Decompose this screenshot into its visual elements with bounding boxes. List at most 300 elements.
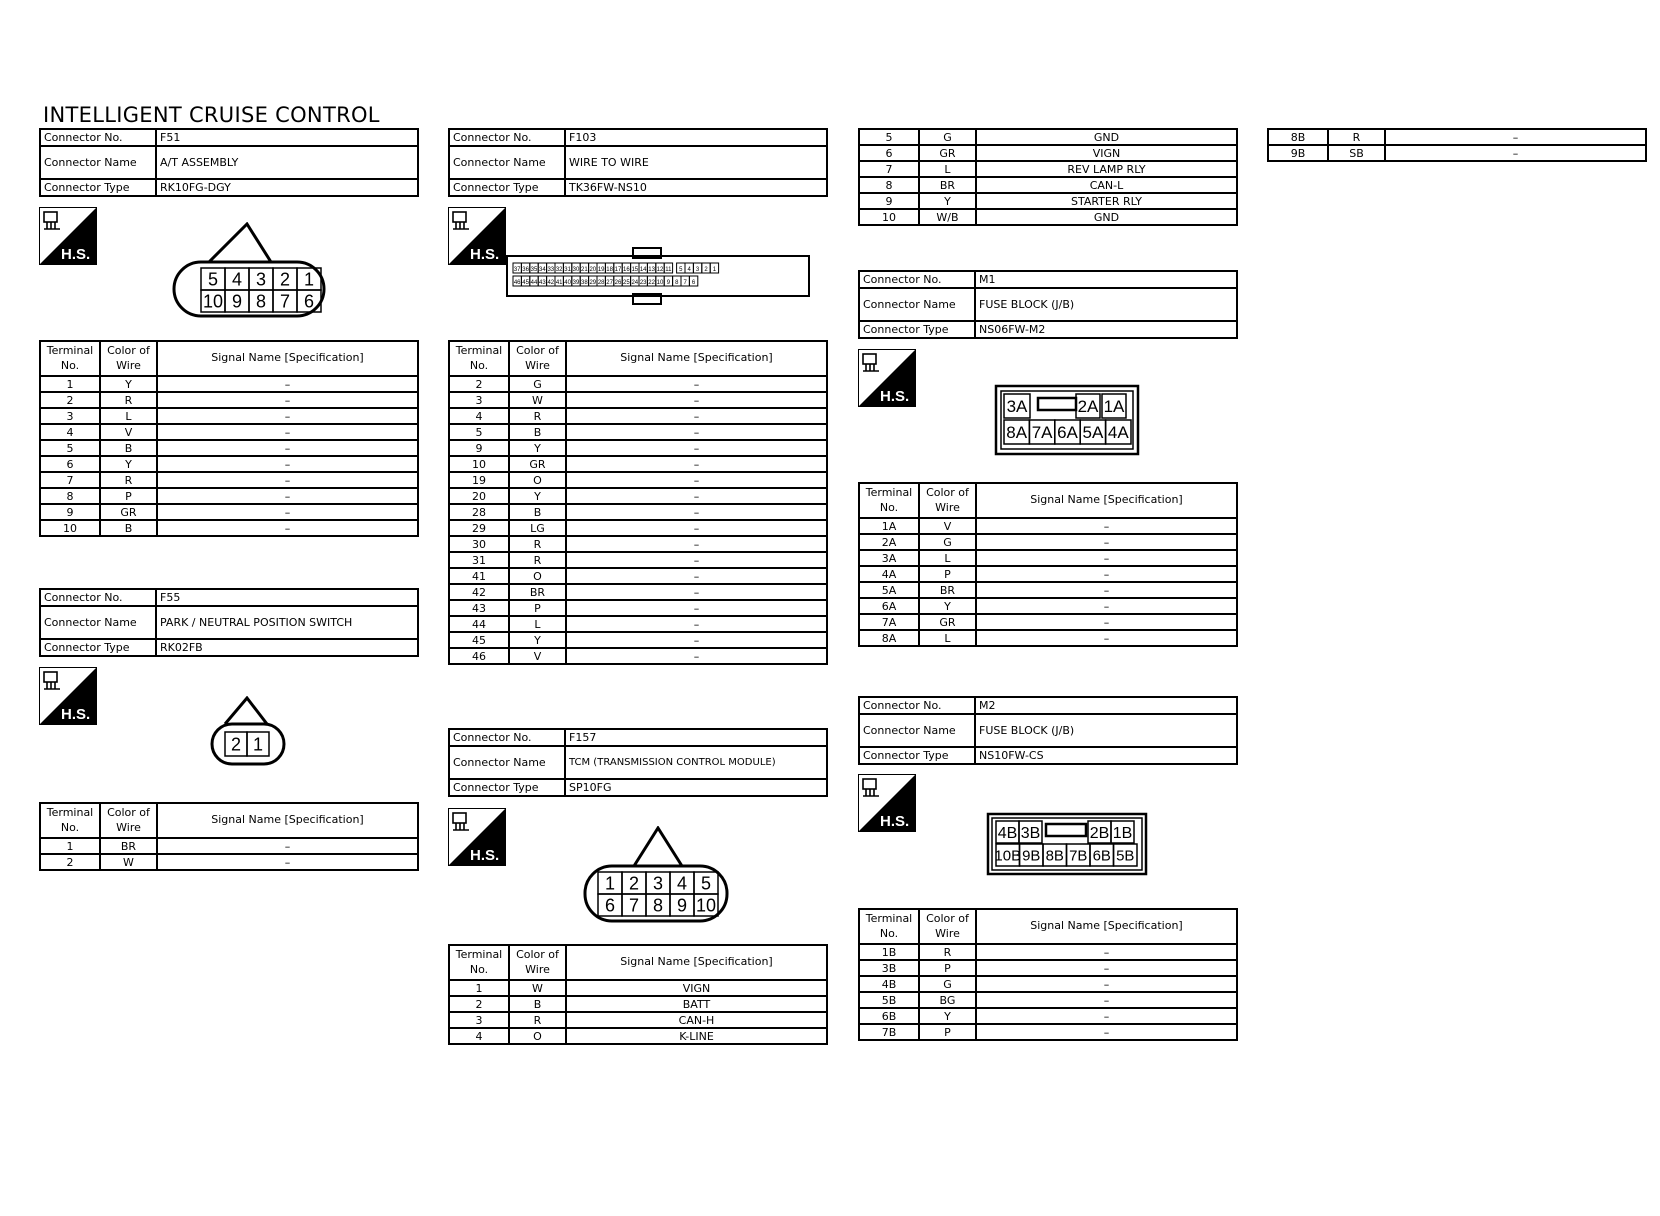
table-row (449, 440, 827, 456)
table-row (40, 854, 418, 870)
table-row (859, 161, 1237, 177)
signal-name-cell: – (976, 976, 1237, 992)
wire-color-cell: L (919, 550, 976, 566)
terminal-no-cell: 5 (449, 424, 509, 440)
connector-name-value: WIRE TO WIRE (565, 146, 827, 179)
header-terminal-no: Terminal No. (40, 341, 100, 376)
table-row (449, 520, 827, 536)
terminal-no-cell: 6A (859, 598, 919, 614)
label-connector-name: Connector Name (40, 146, 156, 179)
label-connector-no: Connector No. (40, 129, 156, 146)
table-row (449, 568, 827, 584)
terminal-no-cell: 10 (40, 520, 100, 536)
signal-name-cell: – (566, 600, 827, 616)
header-color-of-wire: Color of Wire (100, 341, 157, 376)
wire-color-cell: GR (509, 456, 566, 472)
signal-name-cell: VIGN (566, 980, 827, 996)
terminal-no-cell: 5 (859, 129, 919, 145)
terminal-cavity-label: 4 (687, 267, 691, 273)
terminal-no-cell: 1A (859, 518, 919, 534)
terminal-table-f157 (448, 944, 828, 1045)
terminal-cavity-label: 31 (564, 267, 571, 273)
wire-color-cell: P (919, 960, 976, 976)
terminal-no-cell: 7 (859, 161, 919, 177)
wire-color-cell: O (509, 1028, 566, 1044)
signal-name-cell: – (976, 582, 1237, 598)
terminal-table-header (449, 945, 827, 980)
table-row (449, 996, 827, 1012)
terminal-no-cell: 4A (859, 566, 919, 582)
connector-face-f55 (209, 696, 289, 768)
terminal-no-cell: 1 (40, 376, 100, 392)
label-connector-name: Connector Name (449, 746, 565, 779)
header-terminal-no: Terminal No. (449, 945, 509, 980)
signal-name-cell: – (976, 614, 1237, 630)
terminal-cavity-label: 7A (1031, 423, 1053, 443)
terminal-cavity-label: 11 (665, 267, 672, 273)
terminal-cavity-label: 23 (639, 280, 647, 286)
terminal-cavity-label: 35 (530, 267, 538, 273)
signal-name-cell: – (157, 440, 418, 456)
wire-color-cell: BR (919, 177, 976, 193)
wire-color-cell: B (509, 504, 566, 520)
connector-name-value: TCM (TRANSMISSION CONTROL MODULE) (565, 746, 827, 779)
signal-name-cell: – (566, 648, 827, 664)
table-row (449, 552, 827, 568)
terminal-table-f103 (448, 340, 828, 665)
terminal-table-f157-continued (858, 128, 1238, 226)
terminal-cavity-label: 10 (656, 280, 664, 286)
table-row (859, 1024, 1237, 1040)
terminal-no-cell: 5A (859, 582, 919, 598)
table-row (859, 976, 1237, 992)
terminal-no-cell: 3A (859, 550, 919, 566)
signal-name-cell: – (566, 376, 827, 392)
terminal-table-f55 (39, 802, 419, 871)
terminal-cavity-label: 8 (255, 291, 267, 312)
wire-color-cell: B (100, 520, 157, 536)
terminal-no-cell: 2 (449, 376, 509, 392)
table-row (449, 616, 827, 632)
wire-color-cell: P (509, 600, 566, 616)
terminal-cavity-label: 6B (1092, 847, 1111, 865)
table-row (449, 424, 827, 440)
terminal-cavity-label: 44 (530, 280, 538, 286)
connector-no-value: M1 (975, 271, 1237, 288)
connector-info-f103 (448, 128, 828, 197)
signal-name-cell: – (976, 518, 1237, 534)
terminal-no-cell: 8 (859, 177, 919, 193)
signal-name-cell: – (157, 838, 418, 854)
table-row (1268, 129, 1646, 145)
terminal-cavity-label: 2 (704, 267, 708, 273)
label-connector-name: Connector Name (859, 288, 975, 321)
wire-color-cell: L (100, 408, 157, 424)
table-row (449, 536, 827, 552)
signal-name-cell: GND (976, 209, 1237, 225)
connector-name-value: FUSE BLOCK (J/B) (975, 714, 1237, 747)
wire-color-cell: O (509, 472, 566, 488)
table-row (40, 408, 418, 424)
terminal-cavity-label: 6A (1057, 423, 1078, 443)
terminal-cavity-label: 9 (231, 291, 243, 312)
terminal-no-cell: 2A (859, 534, 919, 550)
terminal-cavity-label: 17 (614, 267, 622, 273)
signal-name-cell: – (976, 630, 1237, 646)
wire-color-cell: BR (919, 582, 976, 598)
terminal-cavity-label: 2 (230, 734, 242, 755)
terminal-no-cell: 5B (859, 992, 919, 1008)
page-title: INTELLIGENT CRUISE CONTROL (43, 103, 380, 127)
terminal-table-m1 (858, 482, 1238, 647)
terminal-cavity-label: 8A (1006, 423, 1028, 443)
terminal-cavity-label: 1B (1112, 825, 1133, 842)
terminal-cavity-label: 45 (522, 280, 529, 286)
table-row (449, 408, 827, 424)
table-row (40, 424, 418, 440)
table-row (449, 648, 827, 664)
wire-color-cell: BG (919, 992, 976, 1008)
wire-color-cell: GR (919, 614, 976, 630)
terminal-cavity-label: 1 (252, 734, 264, 755)
table-row (449, 1012, 827, 1028)
terminal-cavity-label: 9 (666, 280, 671, 286)
terminal-cavity-label: 27 (606, 280, 613, 286)
terminal-no-cell: 8 (40, 488, 100, 504)
header-signal-name: Signal Name [Specification] (157, 803, 418, 838)
terminal-no-cell: 41 (449, 568, 509, 584)
terminal-cavity-label: 5B (1116, 847, 1135, 865)
terminal-cavity-label: 25 (623, 280, 630, 286)
connector-info-f51 (39, 128, 419, 197)
terminal-cavity-label: 8 (652, 895, 664, 916)
header-signal-name: Signal Name [Specification] (976, 909, 1237, 944)
table-row (449, 584, 827, 600)
table-row (859, 566, 1237, 582)
wire-color-cell: R (509, 536, 566, 552)
connector-face-f157 (582, 826, 730, 924)
terminal-cavity-label: 4A (1107, 423, 1129, 443)
terminal-no-cell: 6 (40, 456, 100, 472)
signal-name-cell: – (566, 552, 827, 568)
signal-name-cell: REV LAMP RLY (976, 161, 1237, 177)
connector-type-value: RK10FG-DGY (156, 179, 418, 196)
connector-info-f157 (448, 728, 828, 797)
terminal-cavity-label: 34 (539, 267, 546, 273)
terminal-cavity-label: 4B (997, 825, 1018, 842)
wire-color-cell: Y (100, 376, 157, 392)
label-connector-name: Connector Name (859, 714, 975, 747)
terminal-cavity-label: 2 (628, 873, 640, 894)
terminal-cavity-label: 42 (547, 280, 555, 286)
connector-no-value: F55 (156, 589, 418, 606)
wire-color-cell: SB (1328, 145, 1385, 161)
header-color-of-wire: Color of Wire (509, 945, 566, 980)
connector-type-value: NS06FW-M2 (975, 321, 1237, 338)
signal-name-cell: CAN-H (566, 1012, 827, 1028)
terminal-cavity-label: 5 (700, 873, 712, 894)
terminal-no-cell: 1 (449, 980, 509, 996)
wire-color-cell: V (509, 648, 566, 664)
signal-name-cell: – (566, 616, 827, 632)
table-row (449, 456, 827, 472)
terminal-cavity-label: 39 (572, 280, 580, 286)
signal-name-cell: – (566, 440, 827, 456)
table-row (859, 177, 1237, 193)
terminal-cavity-label: 1A (1103, 397, 1125, 416)
wire-color-cell: V (919, 518, 976, 534)
wire-color-cell: LG (509, 520, 566, 536)
terminal-cavity-label: 7 (279, 291, 291, 312)
connector-no-value: F51 (156, 129, 418, 146)
wire-color-cell: GR (919, 145, 976, 161)
label-connector-type: Connector Type (40, 639, 156, 656)
terminal-cavity-label: 32 (555, 267, 563, 273)
terminal-cavity-label: 4 (676, 873, 688, 894)
signal-name-cell: – (566, 536, 827, 552)
terminal-cavity-label: 9B (1022, 847, 1041, 865)
signal-name-cell: – (157, 520, 418, 536)
table-row (859, 145, 1237, 161)
connector-no-value: F103 (565, 129, 827, 146)
terminal-cavity-label: 7B (1069, 847, 1088, 865)
table-row (859, 960, 1237, 976)
terminal-table-header (40, 803, 418, 838)
table-row (40, 520, 418, 536)
terminal-cavity-label: 5 (207, 269, 219, 290)
terminal-cavity-label: 41 (555, 280, 563, 286)
signal-name-cell: – (157, 504, 418, 520)
wire-color-cell: B (509, 996, 566, 1012)
signal-name-cell: – (157, 392, 418, 408)
table-row (40, 838, 418, 854)
table-row (859, 518, 1237, 534)
wire-color-cell: R (1328, 129, 1385, 145)
header-color-of-wire: Color of Wire (919, 909, 976, 944)
header-terminal-no: Terminal No. (859, 483, 919, 518)
table-row (449, 504, 827, 520)
table-row (859, 630, 1237, 646)
table-row (449, 392, 827, 408)
hs-label: H.S. (470, 246, 500, 263)
terminal-cavity-label: 43 (539, 280, 546, 286)
table-row (1268, 145, 1646, 161)
terminal-cavity-label: 16 (623, 267, 630, 273)
wire-color-cell: G (919, 976, 976, 992)
hs-label: H.S. (470, 847, 500, 864)
wire-color-cell: G (919, 129, 976, 145)
signal-name-cell: – (157, 488, 418, 504)
signal-name-cell: – (566, 504, 827, 520)
terminal-cavity-label: 3 (695, 267, 700, 273)
connector-info-m1 (858, 270, 1238, 339)
terminal-no-cell: 8A (859, 630, 919, 646)
hs-label: H.S. (880, 813, 910, 830)
label-connector-no: Connector No. (449, 729, 565, 746)
signal-name-cell: – (976, 566, 1237, 582)
terminal-no-cell: 4 (40, 424, 100, 440)
connector-face-m1 (994, 384, 1140, 456)
terminal-no-cell: 9 (40, 504, 100, 520)
terminal-no-cell: 45 (449, 632, 509, 648)
terminal-no-cell: 7A (859, 614, 919, 630)
terminal-no-cell: 28 (449, 504, 509, 520)
terminal-cavity-label: 18 (606, 267, 613, 273)
terminal-cavity-label: 3 (255, 269, 267, 290)
table-row (859, 1008, 1237, 1024)
table-row (449, 376, 827, 392)
terminal-cavity-label: 2A (1077, 397, 1099, 416)
wire-color-cell: O (509, 568, 566, 584)
signal-name-cell: – (566, 424, 827, 440)
label-connector-name: Connector Name (449, 146, 565, 179)
header-terminal-no: Terminal No. (859, 909, 919, 944)
label-connector-no: Connector No. (449, 129, 565, 146)
wire-color-cell: P (919, 566, 976, 582)
wire-color-cell: W (509, 980, 566, 996)
wire-color-cell: R (100, 392, 157, 408)
wire-color-cell: Y (919, 598, 976, 614)
header-terminal-no: Terminal No. (40, 803, 100, 838)
terminal-cavity-label: 1 (604, 873, 616, 894)
terminal-no-cell: 7B (859, 1024, 919, 1040)
terminal-no-cell: 10 (449, 456, 509, 472)
table-row (859, 129, 1237, 145)
terminal-cavity-label: 6 (691, 280, 696, 286)
wire-color-cell: R (509, 1012, 566, 1028)
signal-name-cell: – (566, 456, 827, 472)
table-row (859, 534, 1237, 550)
connector-no-value: F157 (565, 729, 827, 746)
terminal-no-cell: 19 (449, 472, 509, 488)
wire-color-cell: V (100, 424, 157, 440)
table-row (859, 598, 1237, 614)
terminal-no-cell: 3B (859, 960, 919, 976)
label-connector-type: Connector Type (859, 747, 975, 764)
terminal-cavity-label: 8B (1045, 847, 1064, 865)
signal-name-cell: – (1385, 145, 1646, 161)
header-signal-name: Signal Name [Specification] (566, 945, 827, 980)
header-color-of-wire: Color of Wire (919, 483, 976, 518)
connector-face-f51 (171, 222, 327, 318)
terminal-no-cell: 9 (449, 440, 509, 456)
table-row (859, 193, 1237, 209)
harness-side-icon (858, 349, 916, 407)
harness-side-icon (448, 808, 506, 866)
terminal-cavity-label: 30 (572, 267, 580, 273)
wire-color-cell: Y (509, 632, 566, 648)
wire-color-cell: Y (100, 456, 157, 472)
harness-side-icon (39, 667, 97, 725)
label-connector-type: Connector Type (449, 779, 565, 796)
terminal-no-cell: 1 (40, 838, 100, 854)
terminal-table-f51 (39, 340, 419, 537)
terminal-cavity-label: 10B (994, 847, 1022, 865)
signal-name-cell: – (976, 992, 1237, 1008)
signal-name-cell: – (566, 632, 827, 648)
terminal-cavity-label: 3 (652, 873, 664, 894)
table-row (859, 992, 1237, 1008)
signal-name-cell: – (566, 392, 827, 408)
terminal-no-cell: 3 (449, 1012, 509, 1028)
signal-name-cell: – (566, 472, 827, 488)
terminal-cavity-label: 6 (303, 291, 315, 312)
terminal-cavity-label: 46 (513, 280, 521, 286)
terminal-no-cell: 30 (449, 536, 509, 552)
terminal-table-header (40, 341, 418, 376)
signal-name-cell: GND (976, 129, 1237, 145)
wire-color-cell: BR (509, 584, 566, 600)
terminal-no-cell: 7 (40, 472, 100, 488)
wire-color-cell: R (100, 472, 157, 488)
signal-name-cell: – (566, 568, 827, 584)
wire-color-cell: B (509, 424, 566, 440)
hs-label: H.S. (61, 706, 91, 723)
connector-type-value: RK02FB (156, 639, 418, 656)
signal-name-cell: – (157, 376, 418, 392)
signal-name-cell: – (976, 598, 1237, 614)
terminal-no-cell: 20 (449, 488, 509, 504)
connector-face-f103 (505, 246, 811, 308)
terminal-no-cell: 4 (449, 408, 509, 424)
table-row (40, 504, 418, 520)
table-row (859, 550, 1237, 566)
wire-color-cell: Y (509, 488, 566, 504)
table-row (859, 614, 1237, 630)
signal-name-cell: – (976, 1024, 1237, 1040)
table-row (40, 488, 418, 504)
wire-color-cell: P (919, 1024, 976, 1040)
table-row (449, 980, 827, 996)
terminal-no-cell: 5 (40, 440, 100, 456)
terminal-table-header (859, 483, 1237, 518)
connector-name-value: A/T ASSEMBLY (156, 146, 418, 179)
terminal-no-cell: 3 (40, 408, 100, 424)
signal-name-cell: – (976, 960, 1237, 976)
terminal-no-cell: 2 (449, 996, 509, 1012)
terminal-cavity-label: 3A (1006, 397, 1028, 416)
terminal-cavity-label: 5A (1082, 423, 1104, 443)
header-signal-name: Signal Name [Specification] (976, 483, 1237, 518)
table-row (40, 392, 418, 408)
terminal-table-header (859, 909, 1237, 944)
signal-name-cell: – (157, 456, 418, 472)
table-row (859, 582, 1237, 598)
harness-side-icon (448, 207, 506, 265)
terminal-cavity-label: 19 (597, 267, 605, 273)
terminal-cavity-label: 4 (231, 269, 243, 290)
connector-name-value: FUSE BLOCK (J/B) (975, 288, 1237, 321)
signal-name-cell: – (157, 408, 418, 424)
terminal-cavity-label: 20 (589, 267, 597, 273)
harness-side-icon (39, 207, 97, 265)
table-row (40, 440, 418, 456)
terminal-cavity-label: 9 (676, 895, 688, 916)
connector-type-value: SP10FG (565, 779, 827, 796)
wire-color-cell: W (100, 854, 157, 870)
wire-color-cell: R (509, 408, 566, 424)
wire-color-cell: Y (919, 1008, 976, 1024)
table-row (449, 632, 827, 648)
connector-type-value: TK36FW-NS10 (565, 179, 827, 196)
terminal-table-m2-continued (1267, 128, 1647, 162)
terminal-no-cell: 8B (1268, 129, 1328, 145)
label-connector-type: Connector Type (40, 179, 156, 196)
terminal-cavity-label: 8 (675, 280, 679, 286)
terminal-cavity-label: 1 (303, 269, 315, 290)
table-row (449, 488, 827, 504)
label-connector-no: Connector No. (859, 271, 975, 288)
